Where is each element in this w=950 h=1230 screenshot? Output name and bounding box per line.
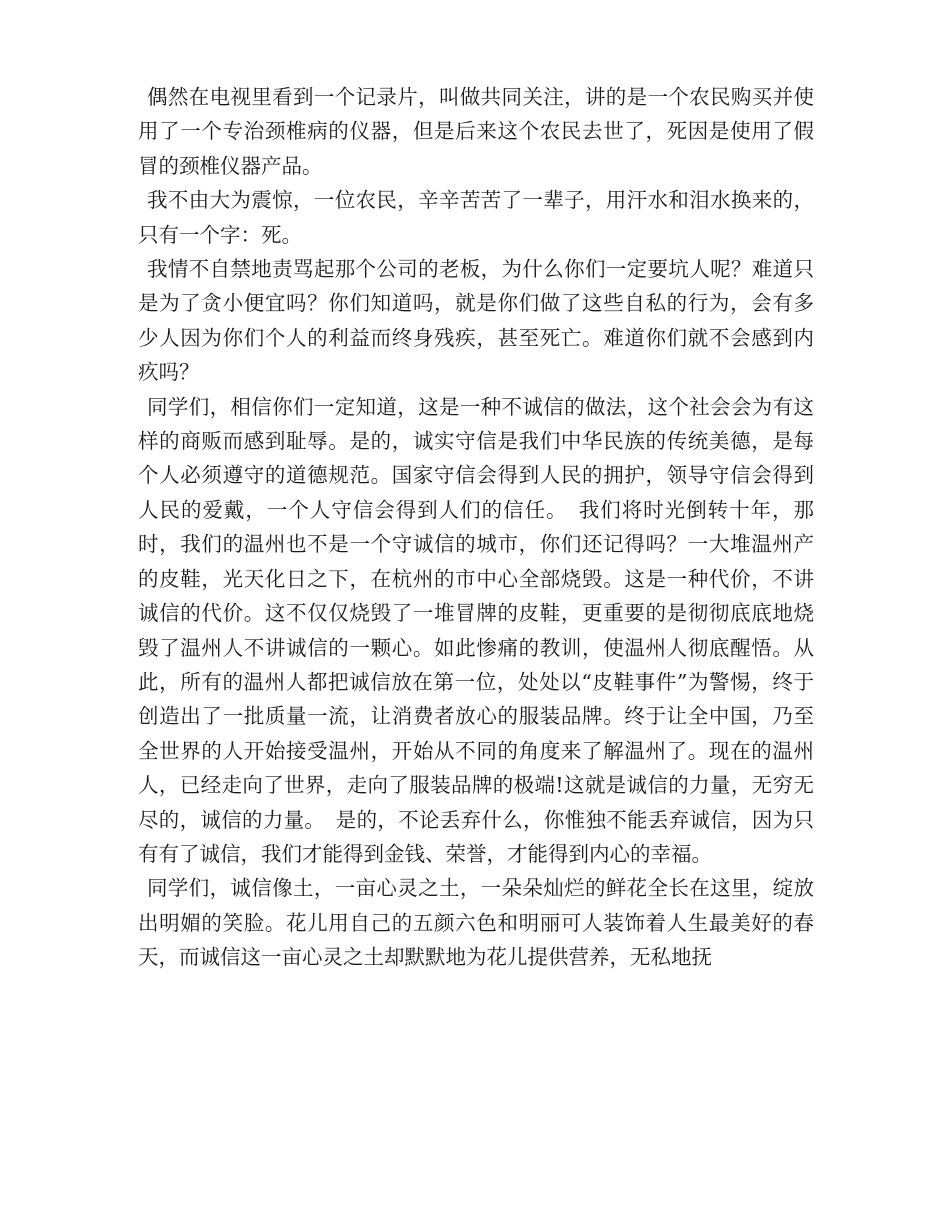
paragraph-4: 同学们，相信你们一定知道，这是一种不诚信的做法，这个社会会为有这样的商贩而感到耻辱。是的，诚实守信是我们中华民族的传统美德，是每个人必须遵守的道德规范。国家守信会得到人民的拥护，领导守信会得到人民的爱戴，一个人守信会得到人们的信任。 我们将时光倒转十年，那时，我们的温州也不是一个守诚信的城市，你们还记得吗？一大堆温州产的皮鞋，光天化日之下，在杭州的市中心全部烧毁。这是一种代价，不讲诚信的代价。这不仅仅烧毁了一堆冒牌的皮鞋，更重要的是彻彻底底地烧毁了温州人不讲诚信的一颗心。如此惨痛的教训，使温州人彻底醒悟。从此，所有的温州人都把诚信放在第一位，处处以“皮鞋事件”为警惕，终于创造出了一批质量一流，让消费者放心的服装品牌。终于让全中国，乃至全世界的人开始接受温州，开始从不同的角度来了解温州了。现在的温州人，已经走向了世界，走向了服装品牌的极端!这就是诚信的力量，无穷无尽的，诚信的力量。 是的，不论丢弃什么，你惟独不能丢弃诚信，因为只有有了诚信，我们才能得到金钱、荣誉，才能得到内心的幸福。 xyxy=(138,394,814,866)
paragraph-3: 我情不自禁地责骂起那个公司的老板，为什么你们一定要坑人呢？难道只是为了贪小便宜吗？你们知道吗，就是你们做了这些自私的行为，会有多少人因为你们个人的利益而终身残疾，甚至死亡。难道你们就不会感到内疚吗？ xyxy=(138,257,814,385)
document-body xyxy=(138,80,814,975)
paragraph-1: 偶然在电视里看到一个记录片，叫做共同关注，讲的是一个农民购买并使用了一个专治颈椎病的仪器，但是后来这个农民去世了，死因是使用了假冒的颈椎仪器产品。 xyxy=(138,85,814,178)
paragraph-5: 同学们，诚信像土，一亩心灵之土，一朵朵灿烂的鲜花全长在这里，绽放出明媚的笑脸。花儿用自己的五颜六色和明丽可人装饰着人生最美好的春天，而诚信这一亩心灵之土却默默地为花儿提供营养，无私地抚 xyxy=(138,876,814,970)
paragraph-2: 我不由大为震惊，一位农民，辛辛苦苦了一辈子，用汗水和泪水换来的，只有一个字：死。 xyxy=(138,188,814,247)
